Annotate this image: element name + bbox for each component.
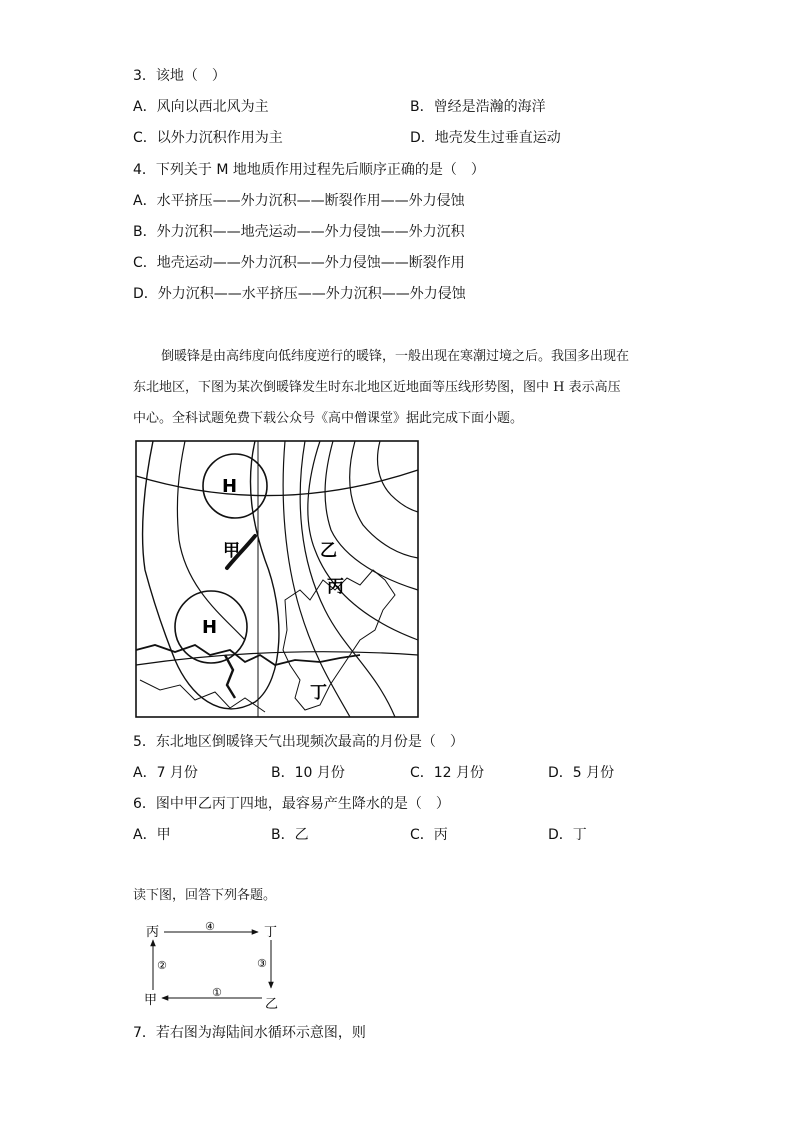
q4-option-c: C．地壳运动——外力沉积——外力侵蚀——断裂作用	[133, 255, 465, 271]
q7-stem: 7．若右图为海陆间水循环示意图，则	[133, 1025, 366, 1041]
cycle-num-4: ④	[205, 920, 215, 933]
q4-option-a: A．水平挤压——外力沉积——断裂作用——外力侵蚀	[133, 193, 465, 209]
q5-stem: 5．东北地区倒暖锋天气出现频次最高的月份是（ ）	[133, 734, 464, 750]
cycle-label-ding: 丁	[264, 925, 278, 940]
passage-line-3: 中心。全科试题免费下载公众号《高中僧课堂》据此完成下面小题。	[133, 411, 524, 426]
q3-option-c: C．以外力沉积作用为主	[133, 130, 283, 146]
q6-option-d: D．丁	[548, 827, 587, 843]
isobar-map	[135, 440, 419, 718]
label-yi: 乙	[320, 541, 337, 561]
q5-option-b: B．10 月份	[271, 765, 345, 781]
q6-stem: 6．图中甲乙丙丁四地，最容易产生降水的是（ ）	[133, 796, 450, 812]
q3-stem: 3．该地（ ）	[133, 68, 226, 84]
water-cycle-diagram	[138, 918, 288, 1010]
cycle-num-1: ①	[212, 986, 222, 999]
label-ding: 丁	[310, 683, 327, 703]
cycle-num-3: ③	[257, 957, 267, 970]
cycle-label-yi: 乙	[265, 997, 279, 1010]
passage-line-2: 东北地区，下图为某次倒暖锋发生时东北地区近地面等压线形势图，图中 H 表示高压	[133, 380, 621, 395]
q6-option-a: A．甲	[133, 827, 171, 843]
read-prompt: 读下图，回答下列各题。	[133, 888, 277, 903]
q5-option-a: A．7 月份	[133, 765, 198, 781]
q5-option-c: C．12 月份	[410, 765, 485, 781]
q4-option-b: B．外力沉积——地壳运动——外力侵蚀——外力沉积	[133, 224, 465, 240]
q6-option-b: B．乙	[271, 827, 309, 843]
q3-option-a: A．风向以西北风为主	[133, 99, 269, 115]
q4-stem: 4．下列关于 M 地地质作用过程先后顺序正确的是（ ）	[133, 162, 485, 178]
q3-option-b: B．曾经是浩瀚的海洋	[410, 99, 546, 115]
q5-option-d: D．5 月份	[548, 765, 615, 781]
passage-line-1: 倒暖锋是由高纬度向低纬度逆行的暖锋，一般出现在寒潮过境之后。我国多出现在	[161, 349, 630, 364]
q4-option-d: D．外力沉积——水平挤压——外力沉积——外力侵蚀	[133, 286, 466, 302]
cycle-label-bing: 丙	[146, 925, 160, 940]
cycle-label-jia: 甲	[144, 993, 158, 1008]
cycle-num-2: ②	[157, 959, 167, 972]
q6-option-c: C．丙	[410, 827, 448, 843]
label-h-top: H	[222, 476, 238, 497]
label-h-bottom: H	[202, 617, 218, 638]
q3-option-d: D．地壳发生过垂直运动	[410, 130, 561, 146]
label-jia: 甲	[223, 541, 240, 561]
label-bing: 丙	[327, 577, 344, 597]
